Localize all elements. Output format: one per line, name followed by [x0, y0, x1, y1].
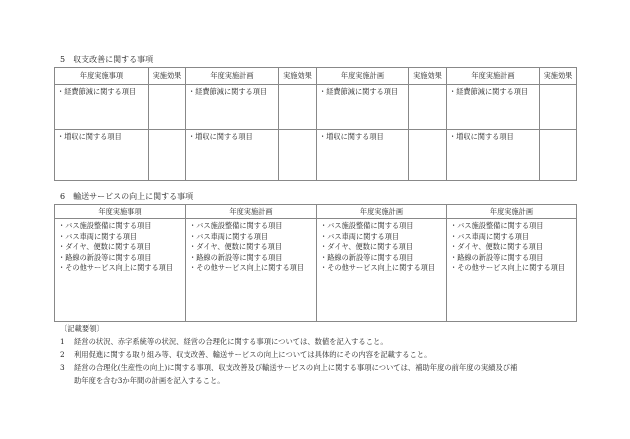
table-cell: ・経費節減に関する項目 [186, 85, 279, 130]
table-cell [409, 130, 447, 181]
table-header-row [55, 68, 577, 85]
instruction-text: 利用促進に関する取り組み等、収支改善、輸送サービスの向上については具体的にその内容を記載すること。 [74, 350, 432, 359]
table-cell [149, 85, 186, 130]
section-6-title: 6 輸送サービスの向上に関する事項 [60, 192, 194, 201]
header-cell: 年度実施計画 [447, 68, 540, 85]
section-5-title: 5 収支改善に関する事項 [60, 55, 154, 64]
header-cell: 実施効果 [409, 68, 447, 85]
list-item: ・バス車両に関する項目 [320, 231, 400, 241]
list-item: ・その他サービス向上に関する項目 [450, 263, 566, 272]
table-cell: ・増収に関する項目 [447, 130, 540, 181]
header-cell: 年度実施計画 [447, 205, 577, 219]
list-item: ・ダイヤ、便数に関する項目 [450, 242, 544, 251]
header-cell: 年度実施計画 [186, 68, 279, 85]
instruction-number: 2 [60, 350, 65, 359]
list-item: ・バス車両に関する項目 [189, 231, 269, 241]
instruction-text: 経営の状況、赤字系統等の状況、経営の合理化に関する事項については、数値を記入すること。 [74, 337, 388, 346]
table-cell: ・増収に関する項目 [55, 130, 149, 181]
list-item: ・バス施設整備に関する項目 [189, 221, 283, 230]
table-cell: ・増収に関する項目 [186, 130, 279, 181]
table-row-cost-reduction [55, 85, 577, 130]
list-item: ・路線の新設等に関する項目 [189, 252, 283, 262]
table-cell [317, 219, 447, 322]
table-cell: ・経費節減に関する項目 [317, 85, 409, 130]
instruction-number: 1 [60, 337, 65, 346]
table-cell [409, 85, 447, 130]
instruction-line [60, 348, 517, 361]
header-cell: 実施効果 [279, 68, 317, 85]
list-item: ・バス施設整備に関する項目 [450, 221, 544, 230]
list-item: ・その他サービス向上に関する項目 [58, 263, 174, 272]
instructions-heading: 〔記載要領〕 [60, 324, 104, 333]
list-item: ・バス施設整備に関する項目 [320, 221, 414, 230]
table-cell [447, 219, 577, 322]
table-row-revenue-increase [55, 130, 577, 181]
list-item: ・路線の新設等に関する項目 [450, 252, 544, 262]
table-row-service-items [55, 219, 577, 322]
list-item: ・バス施設整備に関する項目 [58, 221, 152, 230]
table-cell [540, 85, 577, 130]
revenue-improvement-table [54, 67, 577, 181]
transport-service-table [54, 204, 577, 322]
list-item: ・バス車両に関する項目 [58, 231, 138, 241]
list-item: ・路線の新設等に関する項目 [320, 252, 414, 262]
table-cell: ・経費節減に関する項目 [447, 85, 540, 130]
table-cell [55, 219, 186, 322]
list-item: ・ダイヤ、便数に関する項目 [189, 242, 283, 251]
table-cell [186, 219, 317, 322]
table-cell: ・増収に関する項目 [317, 130, 409, 181]
instruction-line [60, 361, 517, 374]
table-cell [540, 130, 577, 181]
table-cell [149, 130, 186, 181]
instruction-text: 経営の合理化(生産性の向上)に関する事項、収支改善及び輸送サービスの向上に関する事項については、補助年度の前年度の実績及び補 [74, 363, 518, 372]
list-item: ・ダイヤ、便数に関する項目 [58, 242, 152, 251]
table-cell [279, 130, 317, 181]
table-cell [279, 85, 317, 130]
instruction-number: 3 [60, 363, 65, 372]
header-cell: 年度実施計画 [317, 205, 447, 219]
list-item: ・その他サービス向上に関する項目 [320, 263, 436, 272]
list-item: ・その他サービス向上に関する項目 [189, 263, 305, 272]
header-cell: 年度実施計画 [317, 68, 409, 85]
instruction-continuation: 助年度を含む3か年間の計画を記入すること。 [74, 376, 225, 385]
header-cell: 実施効果 [540, 68, 577, 85]
header-cell: 年度実施事項 [55, 205, 186, 219]
list-item: ・バス車両に関する項目 [450, 231, 530, 241]
header-cell: 年度実施計画 [186, 205, 317, 219]
header-cell: 実施効果 [149, 68, 186, 85]
table-cell: ・経費節減に関する項目 [55, 85, 149, 130]
header-cell: 年度実施事項 [55, 68, 149, 85]
list-item: ・ダイヤ、便数に関する項目 [320, 242, 414, 251]
list-item: ・路線の新設等に関する項目 [58, 252, 152, 262]
instruction-line [60, 335, 517, 348]
instructions-block [60, 322, 517, 387]
table-header-row [55, 205, 577, 219]
